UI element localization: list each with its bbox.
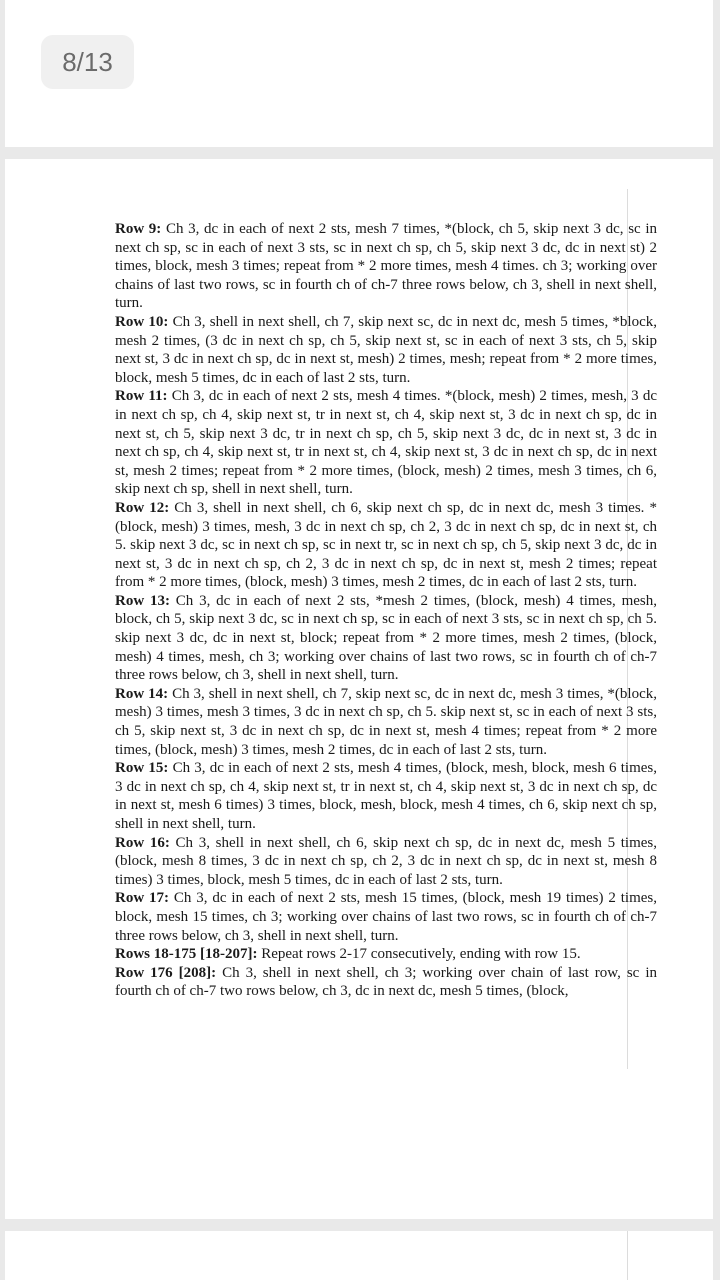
- row-label: Row 15:: [115, 760, 169, 777]
- page-fold-line: [627, 1231, 628, 1280]
- row-12-paragraph: [115, 499, 657, 592]
- row-label: Row 12:: [115, 499, 170, 516]
- row-text: Repeat rows 2-17 consecutively, ending with row 15.: [257, 946, 581, 963]
- row-text: Ch 3, dc in each of next 2 sts, *mesh 2 times, (block, mesh) 4 times, mesh, block, ch 5, skip next 3 dc, sc in next ch sp, sc in each of next 3 sts, sc in next ch sp, ch 5. skip next 3 dc, dc in next st, block; repeat from * 2 more times, mesh 2 times, (block, mesh) 4 times, mesh, ch 3; working over chains of last two rows, sc in fourth ch of ch-7 three rows below, ch 3, shell in next shell, turn.: [115, 592, 658, 684]
- row-14-paragraph: [115, 685, 657, 759]
- row-13-paragraph: [115, 592, 657, 685]
- row-10-paragraph: [115, 313, 657, 387]
- row-text: Ch 3, shell in next shell, ch 3; working over chain of last row, sc in fourth ch of ch-7 two rows below, ch 3, dc in next dc, mesh 5 times, (block,: [115, 964, 657, 1000]
- row-text: Ch 3, dc in each of next 2 sts, mesh 7 times, *(block, ch 5, skip next 3 dc, sc in next ch sp, sc in each of next 3 sts, sc in next ch sp, ch 5, skip next 3 dc, dc in next st) 2 times, block, mesh 3 times; repeat from * 2 more times, mesh 4 times. ch 3; working over chains of last two rows, sc in fourth ch of ch-7 three rows below, ch 3, shell in next shell, turn.: [115, 221, 657, 312]
- row-label: Rows 18-175 [18-207]:: [115, 946, 258, 963]
- row-text: Ch 3, shell in next shell, ch 7, skip next sc, dc in next dc, mesh 5 times, *block, mesh 2 times, (3 dc in next ch sp, ch 5, skip next st, sc in each of next 3 sts, ch 5, skip next st, 3 dc in next ch sp, dc in next st, mesh) 2 times, mesh; repeat from * 2 more times, block, mesh 5 times, dc in each of last 2 sts, turn.: [115, 313, 657, 386]
- row-text: Ch 3, dc in each of next 2 sts, mesh 4 times. *(block, mesh) 2 times, mesh, 3 dc in next ch sp, ch 4, skip next st, tr in next st, ch 4, skip next st, 3 dc in next ch sp, dc in next st, ch 5, skip next 3 dc, tr in next ch sp, ch 5, skip next 3 dc, dc in next st, 3 dc in next ch sp, ch 4, skip next st, tr in next st, ch 4, skip next st, 3 dc in next ch sp, dc in next st, mesh 2 times; repeat from * 2 more times, (block, mesh) 2 times, mesh 3 times, ch 6, skip next ch sp, shell in next shell, turn.: [115, 388, 658, 498]
- pattern-instructions: [115, 220, 657, 1001]
- row-text: Ch 3, shell in next shell, ch 6, skip next ch sp, dc in next dc, mesh 5 times, (block, mesh 8 times, 3 dc in next ch sp, ch 2, 3 dc in next ch sp, dc in next st, mesh 8 times) 3 times, block, mesh 5 times, dc in each of last 2 sts, turn.: [115, 834, 658, 888]
- row-label: Row 176 [208]:: [115, 964, 217, 981]
- row-11-paragraph: [115, 387, 657, 499]
- previous-page[interactable]: [5, 0, 713, 147]
- row-176-paragraph: [115, 964, 657, 1001]
- page-counter: 8/13: [41, 35, 134, 89]
- row-15-paragraph: [115, 759, 657, 833]
- next-page[interactable]: [5, 1231, 713, 1280]
- row-9-paragraph: [115, 220, 657, 313]
- row-text: Ch 3, dc in each of next 2 sts, mesh 4 times, (block, mesh, block, mesh 6 times, 3 dc in next ch sp, ch 4, skip next st, tr in next st, ch 4, skip next st, 3 dc in next ch sp, dc in next st, mesh 6 times) 3 times, block, mesh, block, mesh 4 times, ch 6, skip next ch sp, shell in next shell, turn.: [115, 760, 657, 832]
- row-label: Row 11:: [115, 388, 168, 405]
- row-label: Row 10:: [115, 313, 169, 330]
- row-label: Row 17:: [115, 890, 170, 907]
- row-label: Row 9:: [115, 221, 162, 237]
- rows-18-175-paragraph: [115, 945, 657, 964]
- row-text: Ch 3, shell in next shell, ch 7, skip next sc, dc in next dc, mesh 3 times, *(block, mesh) 3 times, mesh 3 times, 3 dc in next ch sp, ch 5. skip next st, sc in each of next 3 sts, ch 5, skip next st, 3 dc in next ch sp, dc in next st, mesh 4 times; repeat from * 2 more times, (block, mesh) 3 times, mesh 2 times, dc in each of last 2 sts, turn.: [115, 685, 657, 758]
- row-label: Row 14:: [115, 685, 169, 702]
- row-text: Ch 3, dc in each of next 2 sts, mesh 15 times, (block, mesh 19 times) 2 times, block, mesh 15 times, ch 3; working over chains of last two rows, sc in fourth ch of ch-7 three rows below, ch 3, shell in next shell, turn.: [115, 890, 657, 944]
- row-text: Ch 3, shell in next shell, ch 6, skip next ch sp, dc in next dc, mesh 3 times. * (block, mesh) 3 times, mesh, 3 dc in next ch sp, ch 2, 3 dc in next ch sp, dc in next st, ch 5. skip next 3 dc, sc in next ch sp, sc in next tr, sc in next ch sp, ch 5, skip next 3 dc, dc in next st, 3 dc in next ch sp, ch 2, 3 dc in next ch sp, dc in next st, mesh 2 times; repeat from * 2 more times, (block, mesh) 3 times, mesh 2 times, dc in each of last 2 sts, turn.: [115, 499, 657, 591]
- row-16-paragraph: [115, 834, 657, 890]
- row-17-paragraph: [115, 889, 657, 945]
- row-label: Row 13:: [115, 592, 170, 609]
- row-label: Row 16:: [115, 834, 170, 851]
- current-page[interactable]: [5, 159, 713, 1219]
